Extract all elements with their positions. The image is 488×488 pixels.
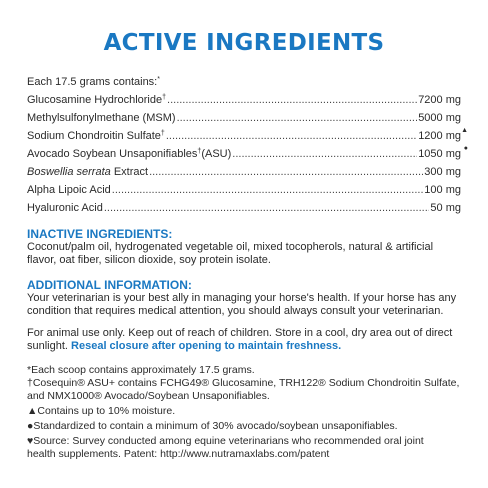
page-title: ACTIVE INGREDIENTS xyxy=(103,30,385,56)
triangle-mark-icon: ▲ xyxy=(461,127,468,134)
ingredient-amount: 1050 mg xyxy=(418,148,461,160)
footnote-trademarks: †Cosequin® ASU+ contains FCHG49® Glucosamine, TRH122® Sodium Chondroitin Sulfate, and NMX1000® Avocado/Soybean Unsaponifiables. xyxy=(27,377,460,402)
ingredient-name: Avocado Soybean Unsaponifiables†(ASU) xyxy=(27,148,232,160)
serving-intro-text: Each 17.5 grams contains: xyxy=(27,76,158,88)
ingredient-name: Glucosamine Hydrochloride† xyxy=(27,94,167,106)
leader-dots xyxy=(166,130,417,142)
ingredient-name: Boswellia serrata Extract xyxy=(27,166,149,178)
serving-intro xyxy=(27,76,160,88)
ingredient-name: Hyaluronic Acid xyxy=(27,202,103,214)
ingredient-row xyxy=(27,166,461,178)
footnote-moisture: ▲Contains up to 10% moisture. xyxy=(27,405,176,417)
ingredient-row xyxy=(27,184,461,196)
leader-dots xyxy=(177,112,418,124)
ingredient-row xyxy=(27,94,461,106)
ingredient-row xyxy=(27,202,461,214)
additional-paragraph-1: Your veterinarian is your best ally in managing your horse's health. If your horse has any condition that requires medical attention, you should always consult your veterinarian. xyxy=(27,292,457,317)
inactive-heading: INACTIVE INGREDIENTS: xyxy=(27,227,173,241)
ingredient-row xyxy=(27,145,468,160)
leader-dots xyxy=(104,202,430,214)
ingredient-amount: 7200 mg xyxy=(418,94,461,106)
leader-dots xyxy=(112,184,424,196)
additional-heading: ADDITIONAL INFORMATION: xyxy=(27,278,192,292)
ingredient-name: Sodium Chondroitin Sulfate† xyxy=(27,130,165,142)
footnote-serving: *Each scoop contains approximately 17.5 grams. xyxy=(27,364,255,376)
ingredient-amount: 100 mg xyxy=(424,184,461,196)
ingredient-name: Alpha Lipoic Acid xyxy=(27,184,111,196)
ingredient-amount: 1200 mg xyxy=(418,130,461,142)
additional-paragraph-2: For animal use only. Keep out of reach of children. Store in a cool, dry area out of direct sunlight. Reseal closure after opening to maintain freshness. xyxy=(27,327,453,352)
leader-dots xyxy=(232,148,417,160)
ingredient-name: Methylsulfonylmethane (MSM) xyxy=(27,112,176,124)
ingredient-row xyxy=(27,127,468,142)
reseal-highlight: Reseal closure after opening to maintain freshness. xyxy=(71,340,342,352)
inactive-text: Coconut/palm oil, hydrogenated vegetable oil, mixed tocopherols, natural & artificial flavor, oat fiber, silicon dioxide, soy protein isolate. xyxy=(27,241,434,266)
ingredient-amount: 50 mg xyxy=(430,202,461,214)
serving-intro-mark: * xyxy=(157,76,160,83)
leader-dots xyxy=(167,94,417,106)
ingredient-amount: 300 mg xyxy=(424,166,461,178)
ingredient-row xyxy=(27,112,461,124)
footnote-source: ♥Source: Survey conducted among equine veterinarians who recommended oral joint health supplements. Patent: http://www.nutramaxlabs.com/patent xyxy=(27,435,424,460)
leader-dots xyxy=(149,166,423,178)
footnote-standardized: ●Standardized to contain a minimum of 30% avocado/soybean unsaponifiables. xyxy=(27,420,398,432)
dot-mark-icon: ● xyxy=(463,145,468,152)
ingredient-amount: 5000 mg xyxy=(418,112,461,124)
